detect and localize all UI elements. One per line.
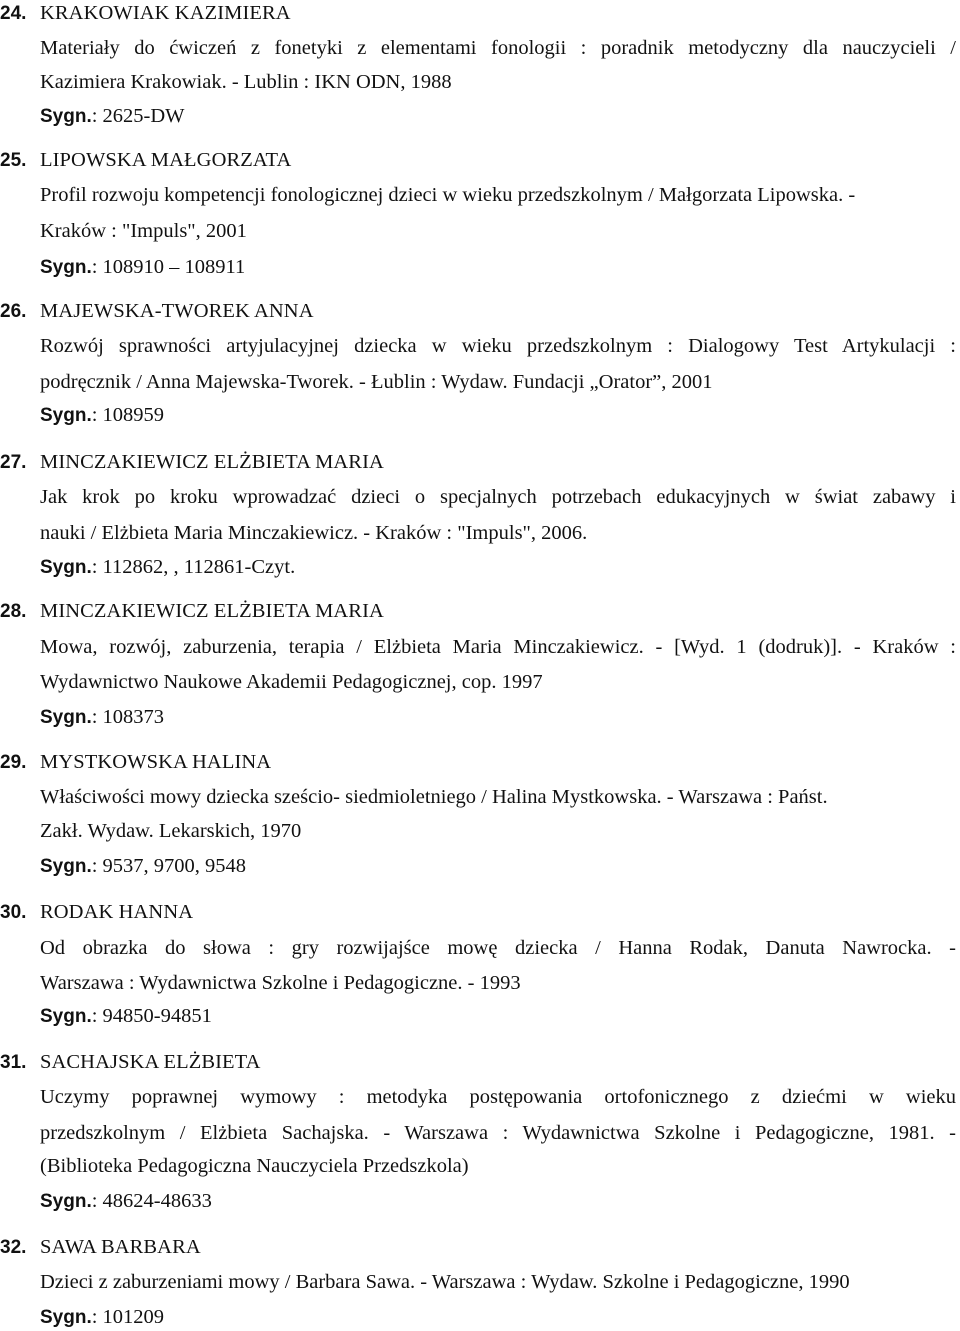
entry-number: 29. bbox=[0, 752, 27, 773]
entry-signature bbox=[40, 103, 956, 129]
signature-value: : 94850-94851 bbox=[91, 1005, 212, 1027]
signature-value: : 48624-48633 bbox=[91, 1190, 212, 1212]
signature-label: Sygn. bbox=[40, 557, 92, 578]
entry-author: SAWA BARBARA bbox=[40, 1236, 201, 1258]
entry-number: 28. bbox=[0, 601, 27, 622]
entry-signature bbox=[40, 254, 956, 280]
entry-description-line: Zakł. Wydaw. Lekarskich, 1970 bbox=[40, 820, 302, 842]
entry-description-line: Uczymy poprawnej wymowy : metodyka postępowania ortofonicznego z dziećmi w wieku bbox=[40, 1086, 956, 1108]
entry-number: 30. bbox=[0, 902, 27, 923]
entry-signature bbox=[40, 704, 956, 730]
entry-heading bbox=[0, 749, 956, 775]
entry-description-line: Kraków : "Impuls", 2001 bbox=[40, 220, 247, 242]
signature-value: : 112862, , 112861-Czyt. bbox=[91, 556, 296, 578]
entry-heading bbox=[0, 449, 956, 475]
entry-heading bbox=[0, 1049, 956, 1075]
signature-label: Sygn. bbox=[40, 1006, 92, 1027]
entry-description-line: podręcznik / Anna Majewska-Tworek. - Łublin : Wydaw. Fundacji „Orator”, 2001 bbox=[40, 371, 713, 393]
entry-description-line: Materiały do ćwiczeń z fonetyki z elementami fonologii : poradnik metodyczny dla nauczycieli / bbox=[40, 37, 956, 59]
signature-value: : 9537, 9700, 9548 bbox=[91, 855, 247, 877]
entry-description-line: Profil rozwoju kompetencji fonologicznej dzieci w wieku przedszkolnym / Małgorzata Lipowska. - bbox=[40, 184, 856, 206]
entry-description-line: Wydawnictwo Naukowe Akademii Pedagogicznej, cop. 1997 bbox=[40, 671, 543, 693]
signature-value: : 101209 bbox=[91, 1306, 165, 1328]
entry-author: RODAK HANNA bbox=[40, 901, 194, 923]
signature-label: Sygn. bbox=[40, 707, 92, 728]
signature-label: Sygn. bbox=[40, 257, 92, 278]
entry-heading bbox=[0, 298, 956, 324]
entry-heading bbox=[0, 0, 956, 26]
entry-description-line: (Biblioteka Pedagogiczna Nauczyciela Przedszkola) bbox=[40, 1155, 469, 1177]
entry-description-line: przedszkolnym / Elżbieta Sachajska. - Warszawa : Wydawnictwa Szkolne i Pedagogiczne, 1981. - bbox=[40, 1122, 956, 1144]
entry-signature bbox=[40, 402, 956, 428]
signature-label: Sygn. bbox=[40, 106, 92, 127]
entry-signature bbox=[40, 554, 956, 580]
entry-author: MINCZAKIEWICZ ELŻBIETA MARIA bbox=[40, 600, 384, 622]
entry-number: 31. bbox=[0, 1052, 27, 1073]
entry-description-line: Rozwój sprawności artyjulacyjnej dziecka w wieku przedszkolnym : Dialogowy Test Artykulacji : bbox=[40, 335, 956, 357]
entry-description-line: Dzieci z zaburzeniami mowy / Barbara Sawa. - Warszawa : Wydaw. Szkolne i Pedagogiczne, 1990 bbox=[40, 1271, 850, 1293]
entry-author: MAJEWSKA-TWOREK ANNA bbox=[40, 300, 314, 322]
signature-value: : 2625-DW bbox=[91, 105, 185, 127]
entry-number: 32. bbox=[0, 1237, 27, 1258]
entry-author: SACHAJSKA ELŻBIETA bbox=[40, 1051, 261, 1073]
signature-value: : 108373 bbox=[91, 706, 165, 728]
entry-description-line: nauki / Elżbieta Maria Minczakiewicz. - Kraków : "Impuls", 2006. bbox=[40, 522, 588, 544]
entry-signature bbox=[40, 1304, 956, 1330]
entry-number: 24. bbox=[0, 3, 27, 24]
entry-description-line: Kazimiera Krakowiak. - Lublin : IKN ODN, 1988 bbox=[40, 71, 452, 93]
signature-label: Sygn. bbox=[40, 1307, 92, 1328]
entry-description-line: Warszawa : Wydawnictwa Szkolne i Pedagogiczne. - 1993 bbox=[40, 972, 521, 994]
entry-heading bbox=[0, 1234, 956, 1260]
signature-label: Sygn. bbox=[40, 405, 92, 426]
signature-label: Sygn. bbox=[40, 856, 92, 877]
entry-heading bbox=[0, 899, 956, 925]
entry-author: KRAKOWIAK KAZIMIERA bbox=[40, 2, 291, 24]
entry-description-line: Od obrazka do słowa : gry rozwijajśce mowę dziecka / Hanna Rodak, Danuta Nawrocka. - bbox=[40, 937, 956, 959]
entry-signature bbox=[40, 1188, 956, 1214]
signature-value: : 108910 – 108911 bbox=[91, 256, 246, 278]
entry-heading bbox=[0, 147, 956, 173]
signature-value: : 108959 bbox=[91, 404, 165, 426]
signature-label: Sygn. bbox=[40, 1191, 92, 1212]
entry-author: MYSTKOWSKA HALINA bbox=[40, 751, 272, 773]
entry-author: LIPOWSKA MAŁGORZATA bbox=[40, 149, 292, 171]
entry-description-line: Jak krok po kroku wprowadzać dzieci o specjalnych potrzebach edukacyjnych w świat zabawy i bbox=[40, 486, 956, 508]
entry-signature bbox=[40, 1003, 956, 1029]
entry-number: 26. bbox=[0, 301, 27, 322]
entry-number: 27. bbox=[0, 452, 27, 473]
entry-description-line: Mowa, rozwój, zaburzenia, terapia / Elżbieta Maria Minczakiewicz. - [Wyd. 1 (dodruk)]. - Kraków : bbox=[40, 636, 956, 658]
entry-author: MINCZAKIEWICZ ELŻBIETA MARIA bbox=[40, 451, 384, 473]
entry-heading bbox=[0, 598, 956, 624]
entry-signature bbox=[40, 853, 956, 879]
entry-number: 25. bbox=[0, 150, 27, 171]
entry-description-line: Właściwości mowy dziecka sześcio- siedmioletniego / Halina Mystkowska. - Warszawa : Państ. bbox=[40, 786, 828, 808]
